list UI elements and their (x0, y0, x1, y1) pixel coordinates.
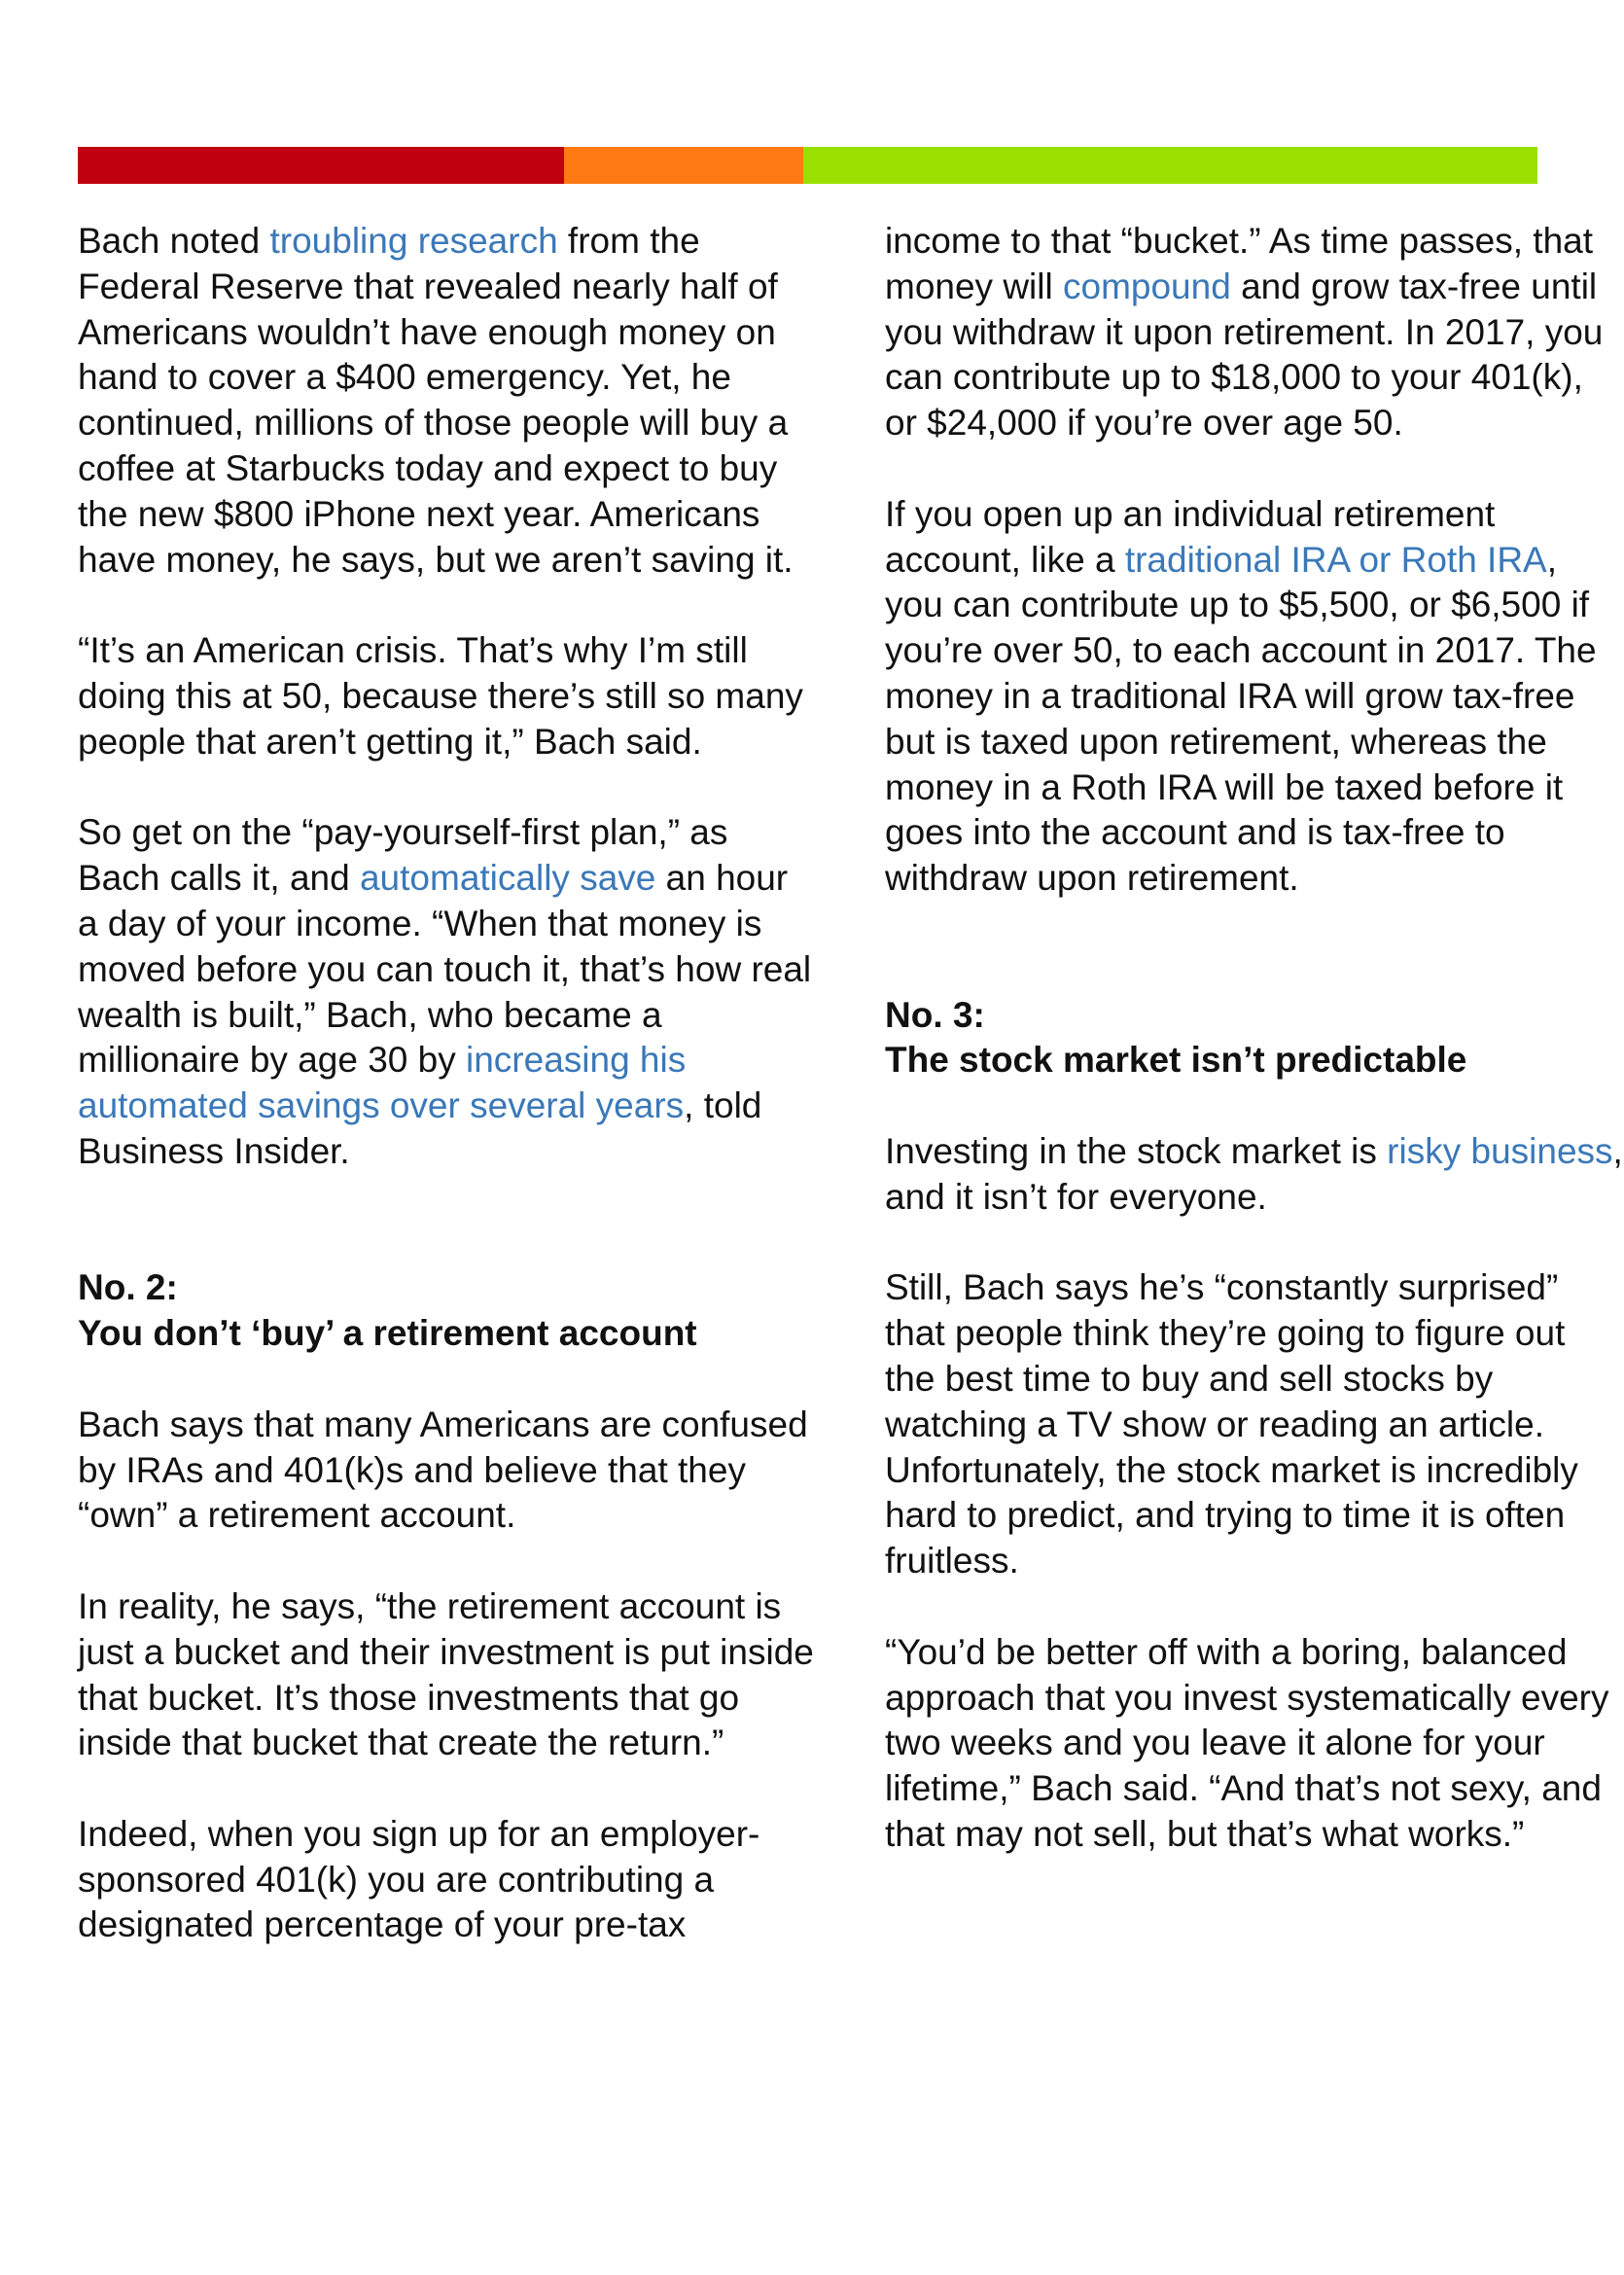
left-column (78, 219, 817, 1948)
link-troubling-research[interactable]: troubling research (269, 221, 558, 261)
paragraph: Still, Bach says he’s “constantly surprised” that people think they’re going to figure out the best time to buy and sell stocks by watching a TV show or reading an article. Unfortunately, the stock market is incredibly hard to predict, and trying to time it is often fruitless. (885, 1267, 1578, 1582)
color-bar-orange-segment (564, 147, 803, 184)
link-automatically-save[interactable]: automatically save (359, 858, 656, 899)
section-heading: You don’t ‘buy’ a retirement account (78, 1313, 697, 1354)
paragraph: “It’s an American crisis. That’s why I’m still doing this at 50, because there’s still so many people that aren’t getting it,” Bach said. (78, 630, 803, 762)
paragraph: “You’d be better off with a boring, balanced approach that you invest systematically every two weeks and you leave it alone for your lifetime,” Bach said. “And that’s not sexy, and that may not sell, but that’s what works.” (885, 1631, 1609, 1854)
paragraph: In reality, he says, “the retirement account is just a bucket and their investment is put inside that bucket. It’s those investments that go inside that bucket that create the return.” (78, 1585, 814, 1763)
paragraph (78, 219, 817, 583)
paragraph-text: So get on the “pay-yourself-first plan,” as Bach calls it, and (78, 812, 728, 899)
paragraph-text: income to that “bucket.” As time passes, that money will (885, 221, 1594, 306)
paragraph-text: Bach noted (78, 221, 270, 261)
paragraph-text: an hour a day of your income. “When that money is moved before you can touch it, that’s how real wealth is built,” Bach, who became a millionaire by age 30 by (78, 858, 812, 1081)
paragraph (78, 810, 817, 1174)
link-risky-business[interactable]: risky business (1387, 1130, 1613, 1171)
paragraph: Indeed, when you sign up for an employer-sponsored 401(k) you are contributing a designated percentage of your pre-tax (78, 1813, 760, 1945)
section-heading: The stock market isn’t predictable (885, 1040, 1467, 1081)
header-color-bar (78, 147, 1537, 184)
paragraph-text: and grow tax-free until you withdraw it upon retirement. In 2017, you can contribute up to $18,000 to your 401(k), or $24,000 if you’re over age 50. (885, 266, 1604, 444)
paragraph (885, 219, 1624, 446)
paragraph-text: Investing in the stock market is (885, 1130, 1388, 1171)
paragraph (885, 1129, 1624, 1221)
paragraph-text: , you can contribute up to $5,500, or $6,500 if you’re over 50, to each account in 2017. The money in a traditional IRA will grow tax-free but is taxed upon retirement, whereas the money in a Roth IRA will be taxed before it goes into the account and is tax-free to withdraw upon retirement. (885, 539, 1597, 899)
section-number: No. 3: (885, 994, 985, 1035)
paragraph-text: If you open up an individual retirement account, like a (885, 493, 1496, 580)
paragraph-text: , and it isn’t for everyone. (885, 1130, 1623, 1217)
paragraph: Bach says that many Americans are confused by IRAs and 401(k)s and believe that they “own” a retirement account. (78, 1404, 808, 1536)
color-bar-green-segment (803, 147, 1537, 184)
right-column (885, 219, 1624, 1858)
paragraph-text: , told Business Insider. (78, 1085, 762, 1171)
paragraph-text: from the Federal Reserve that revealed nearly half of Americans wouldn’t have enough money on hand to cover a $400 emergency. Yet, he continued, millions of those people will buy a coffee at Starbucks today and expect to buy the new $800 iPhone next year. Americans have money, he says, but we aren’t saving it. (78, 221, 794, 580)
link-traditional-ira-roth-ira[interactable]: traditional IRA or Roth IRA (1124, 539, 1547, 580)
paragraph (885, 492, 1624, 902)
link-compound[interactable]: compound (1063, 266, 1231, 306)
section-number: No. 2: (78, 1267, 178, 1308)
color-bar-red-segment (78, 147, 564, 184)
link-increasing-savings[interactable]: increasing his automated savings over several years (78, 1040, 687, 1126)
